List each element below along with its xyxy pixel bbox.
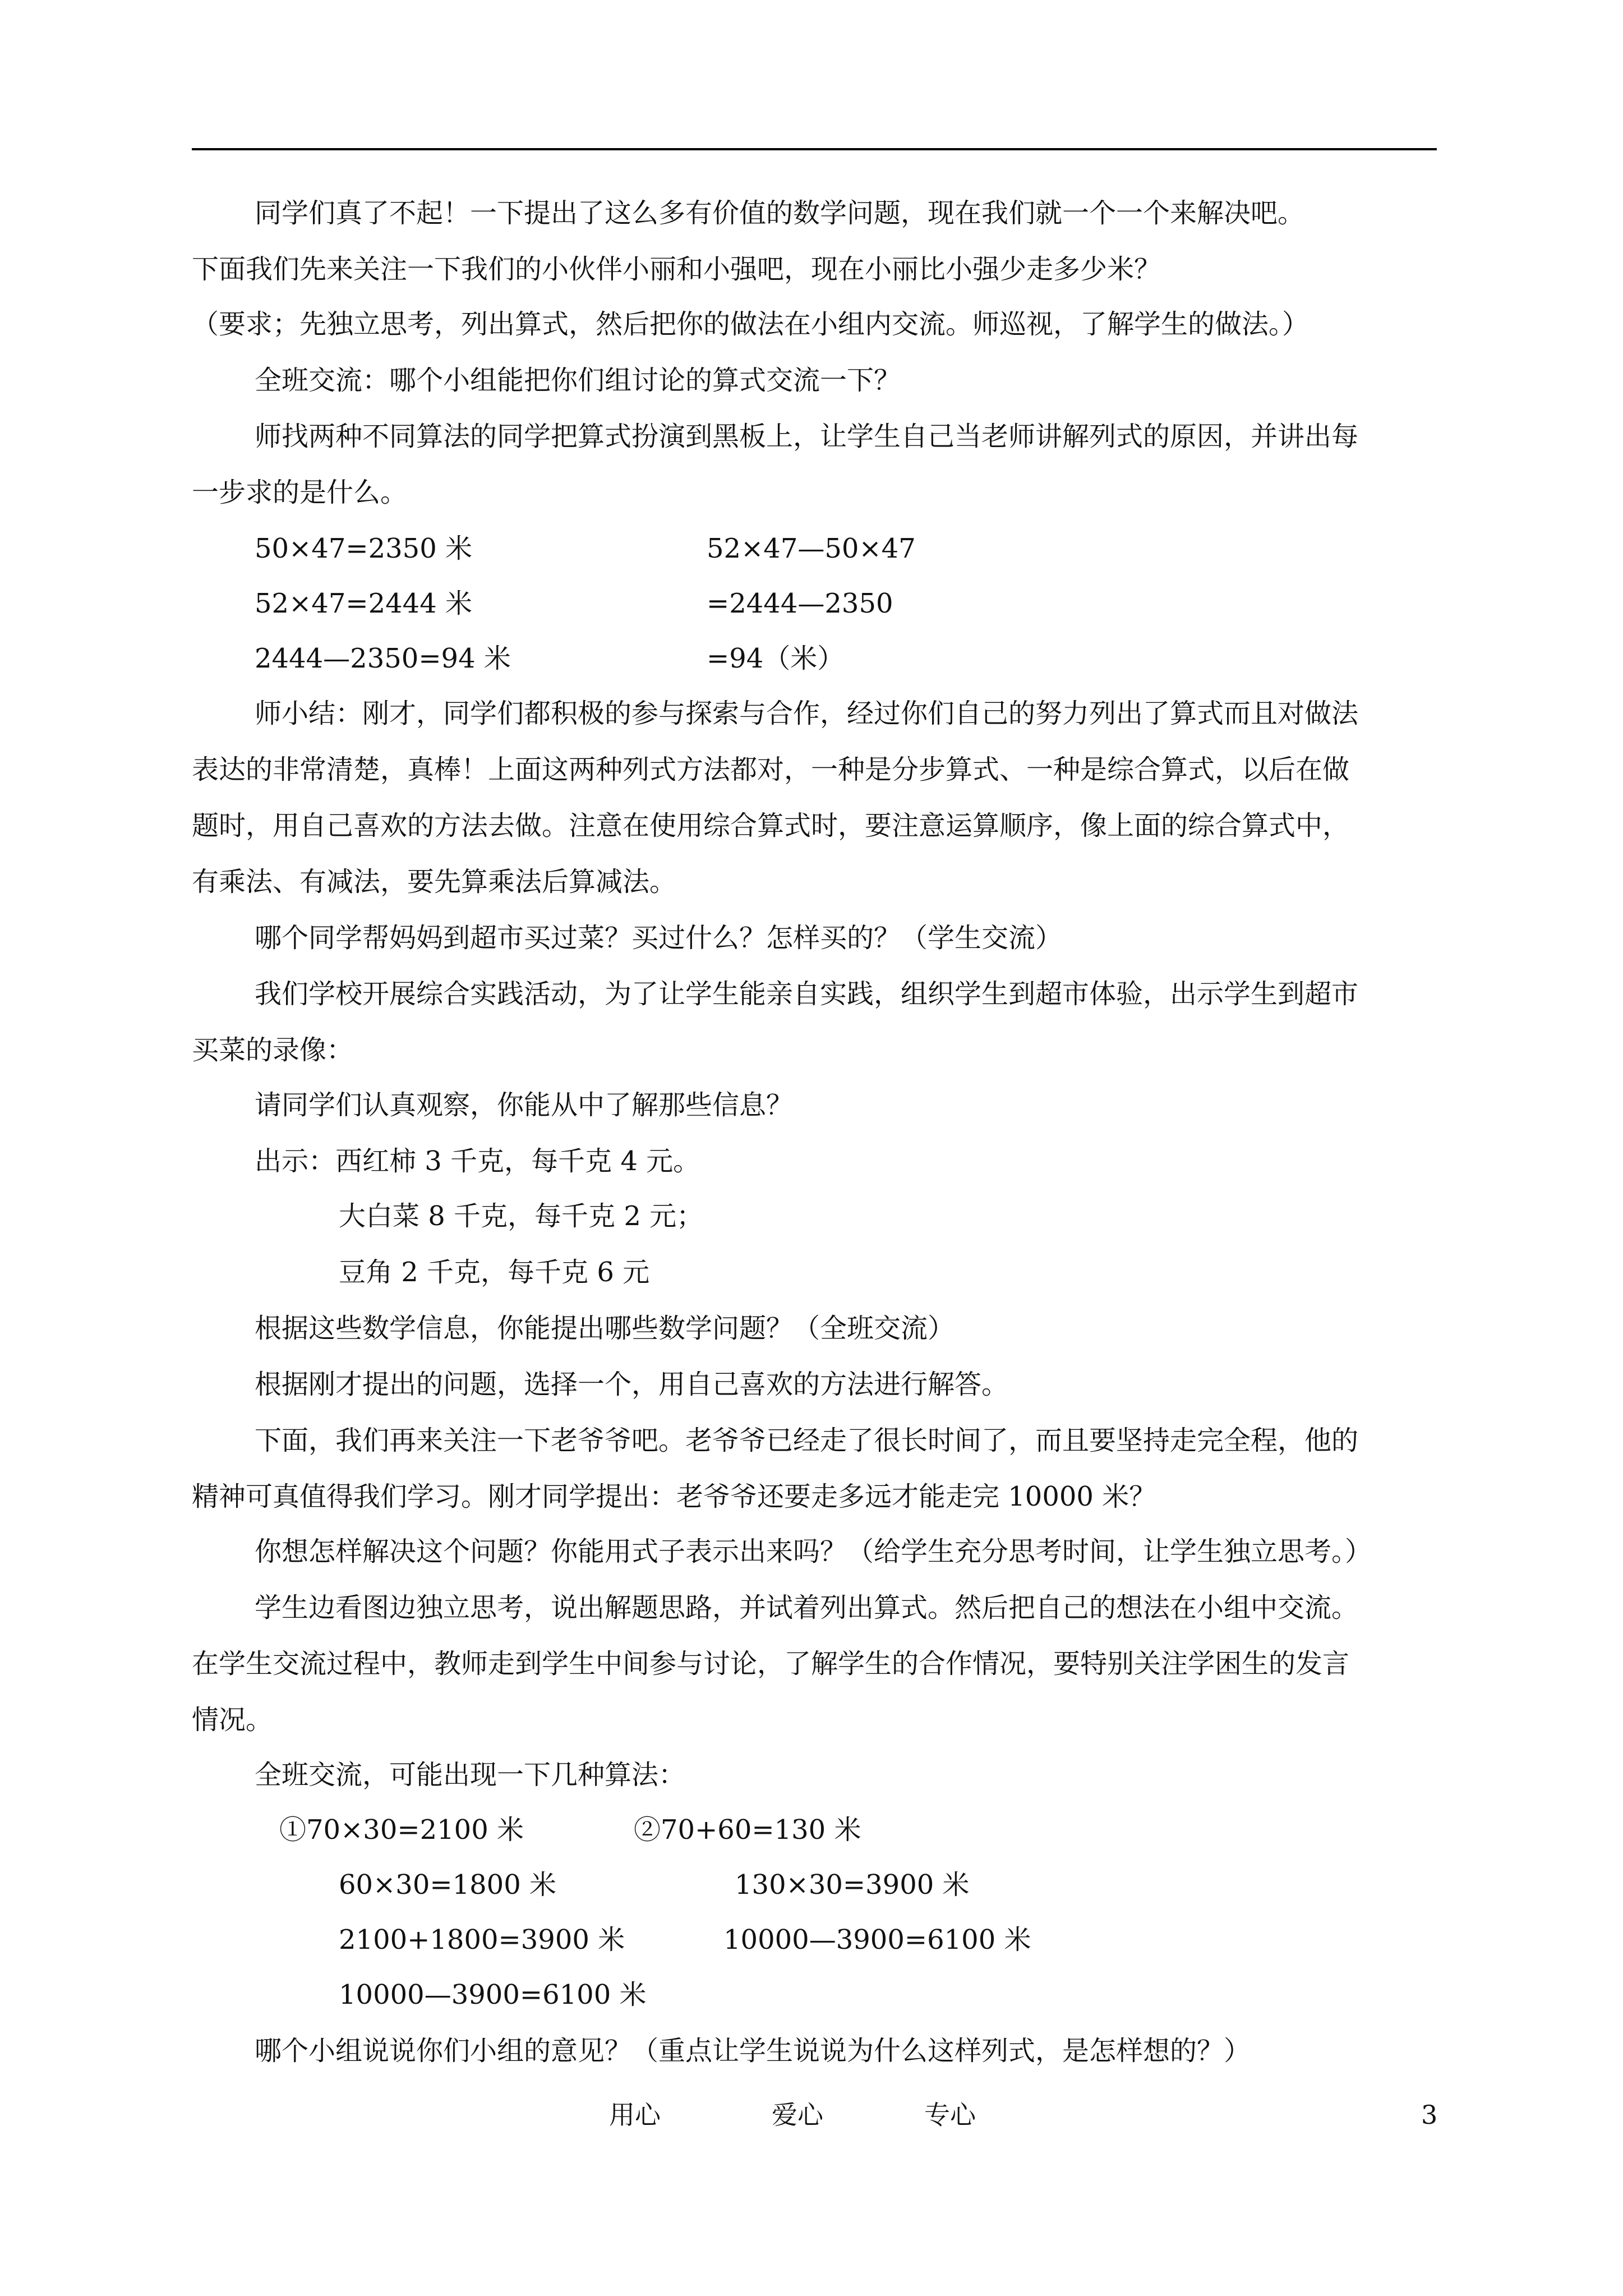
equation-right: =94（米） [707, 643, 845, 674]
paragraph: 师找两种不同算法的同学把算式扮演到黑板上，让学生自己当老师讲解列式的原因，并讲出每 [255, 421, 1359, 452]
paragraph: 我们学校开展综合实践活动，为了让学生能亲自实践，组织学生到超市体验，出示学生到超市 [255, 978, 1359, 1010]
paragraph: 下面我们先来关注一下我们的小伙伴小丽和小强吧，现在小丽比小强少走多少米？ [192, 254, 1161, 285]
equation-right: 10000—3900=6100 米 [723, 1924, 1031, 1955]
paragraph: 有乘法、有减法，要先算乘法后算减法。 [192, 866, 677, 898]
paragraph: 精神可真值得我们学习。刚才同学提出：老爷爷还要走多远才能走完 10000 米？ [192, 1481, 1156, 1512]
equation-left: 2100+1800=3900 米 [339, 1924, 625, 1955]
paragraph: 你想怎样解决这个问题？你能用式子表示出来吗？（给学生充分思考时间，让学生独立思考。） [255, 1536, 1372, 1567]
equation-left: 52×47=2444 米 [255, 588, 473, 619]
equation-left: 2444—2350=94 米 [255, 643, 511, 674]
paragraph: 学生边看图边独立思考，说出解题思路，并试着列出算式。然后把自己的想法在小组中交流。 [255, 1592, 1359, 1623]
paragraph: （要求；先独立思考，列出算式，然后把你的做法在小组内交流。师巡视，了解学生的做法。） [192, 309, 1310, 340]
equation-left: 50×47=2350 米 [255, 533, 473, 564]
page-number: 3 [1421, 2100, 1438, 2130]
paragraph: 哪个小组说说你们小组的意见？（重点让学生说说为什么这样列式，是怎样想的？） [255, 2035, 1251, 2067]
paragraph: 一步求的是什么。 [192, 477, 408, 508]
equation-right: 130×30=3900 米 [735, 1869, 970, 1901]
equation-left: 60×30=1800 米 [339, 1869, 557, 1901]
paragraph: 根据这些数学信息，你能提出哪些数学问题？（全班交流） [255, 1313, 955, 1344]
equation-right: ②70+60=130 米 [634, 1814, 861, 1846]
paragraph: 在学生交流过程中，教师走到学生中间参与讨论，了解学生的合作情况，要特别关注学困生的发言 [192, 1648, 1350, 1680]
paragraph: 请同学们认真观察，你能从中了解那些信息？ [255, 1089, 794, 1121]
paragraph: 出示：西红柿 3 千克，每千克 4 元。 [255, 1145, 700, 1177]
paragraph: 题时，用自己喜欢的方法去做。注意在使用综合算式时，要注意运算顺序，像上面的综合算式中， [192, 810, 1350, 841]
paragraph: 下面，我们再来关注一下老爷爷吧。老爷爷已经走了很长时间了，而且要坚持走完全程，他的 [255, 1425, 1359, 1456]
equation-right: 52×47—50×47 [707, 533, 916, 564]
paragraph: 师小结：刚才，同学们都积极的参与探索与合作，经过你们自己的努力列出了算式而且对做法 [255, 698, 1359, 729]
footer-word: 爱心 [772, 2100, 823, 2130]
equation-left: ①70×30=2100 米 [279, 1814, 524, 1846]
paragraph: 全班交流，可能出现一下几种算法： [255, 1759, 686, 1791]
paragraph: 表达的非常清楚，真棒！上面这两种列式方法都对，一种是分步算式、一种是综合算式，以后在做 [192, 754, 1350, 785]
equation-left: 10000—3900=6100 米 [339, 1979, 647, 2010]
paragraph: 买菜的录像： [192, 1034, 354, 1066]
paragraph: 同学们真了不起！一下提出了这么多有价值的数学问题，现在我们就一个一个来解决吧。 [255, 197, 1305, 229]
paragraph: 豆角 2 千克，每千克 6 元 [339, 1257, 650, 1288]
paragraph: 情况。 [192, 1704, 273, 1736]
equation-right: =2444—2350 [707, 588, 893, 619]
footer-word: 用心 [609, 2100, 661, 2130]
header-rule [192, 148, 1437, 150]
paragraph: 大白菜 8 千克，每千克 2 元； [339, 1200, 704, 1232]
footer-word: 专心 [924, 2100, 976, 2130]
paragraph: 哪个同学帮妈妈到超市买过菜？买过什么？怎样买的？（学生交流） [255, 922, 1063, 954]
paragraph: 全班交流：哪个小组能把你们组讨论的算式交流一下？ [255, 365, 901, 396]
paragraph: 根据刚才提出的问题，选择一个，用自己喜欢的方法进行解答。 [255, 1369, 1009, 1400]
